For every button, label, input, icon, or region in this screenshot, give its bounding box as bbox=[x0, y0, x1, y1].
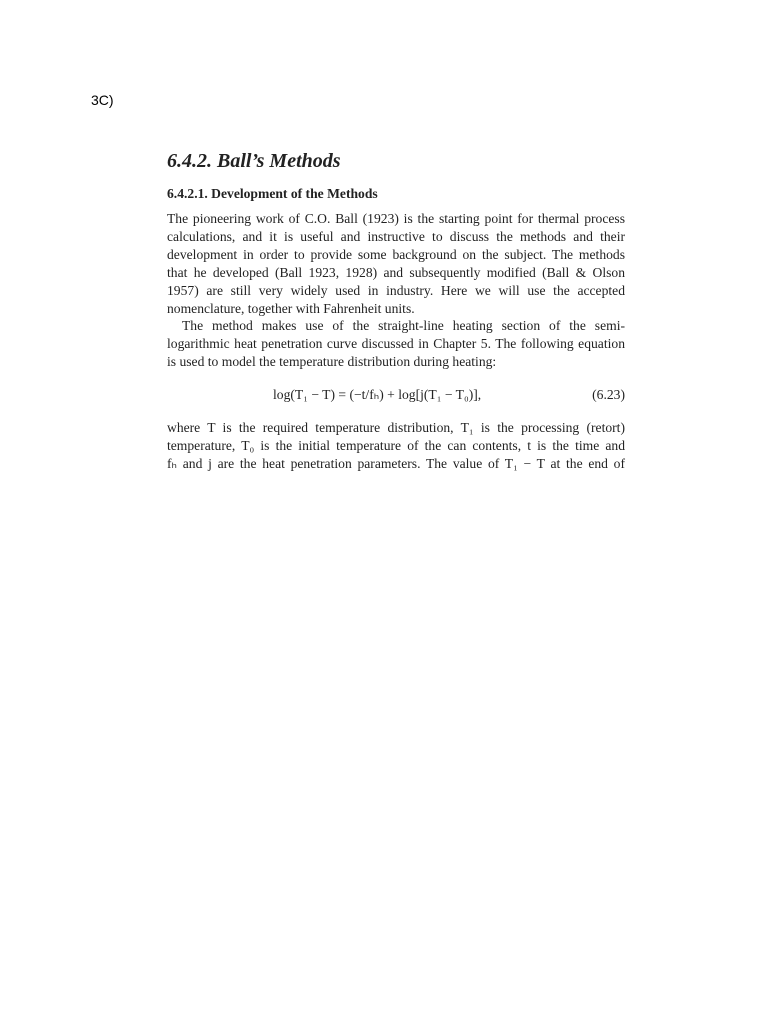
paragraph-line: that he developed (Ball 1923, 1928) and subsequently modified (Ball & Olson bbox=[167, 264, 625, 280]
paragraph-line: calculations, and it is useful and instructive to discuss the methods and their bbox=[167, 228, 625, 244]
paragraph-line: nomenclature, together with Fahrenheit units. bbox=[167, 300, 415, 316]
page-label: 3C) bbox=[91, 92, 114, 108]
paragraph-line: development in order to provide some background on the subject. The methods bbox=[167, 246, 625, 262]
paragraph-line: where T is the required temperature distribution, T₁ is the processing (retort) bbox=[167, 420, 625, 436]
subsection-title: 6.4.2.1. Development of the Methods bbox=[167, 186, 378, 201]
paragraph-line: 1957) are still very widely used in industry. Here we will use the accepted bbox=[167, 282, 625, 298]
paragraph-line: is used to model the temperature distribution during heating: bbox=[167, 354, 497, 370]
paragraph-line: temperature, T₀ is the initial temperature of the can contents, t is the time and bbox=[167, 438, 625, 454]
paragraph-line: logarithmic heat penetration curve discussed in Chapter 5. The following equation bbox=[167, 336, 625, 352]
paragraph-3 bbox=[167, 419, 625, 473]
paragraph-line: The pioneering work of C.O. Ball (1923) is the starting point for thermal process bbox=[167, 211, 625, 226]
section-title: 6.4.2. Ball’s Methods bbox=[167, 150, 341, 172]
paragraph-line: The method makes use of the straight-line heating section of the semi- bbox=[182, 318, 625, 334]
paragraph-line: fₕ and j are the heat penetration parameters. The value of T₁ − T at the end of bbox=[167, 455, 625, 471]
equation-6-23 bbox=[167, 383, 625, 407]
equation-formula: log(T₁ − T) = (−t/fₕ) + log[j(T₁ − T₀)], bbox=[273, 387, 482, 403]
equation-number: (6.23) bbox=[592, 387, 625, 403]
paragraph-1 bbox=[167, 210, 625, 317]
paragraph-2 bbox=[167, 317, 625, 371]
book-excerpt bbox=[167, 148, 625, 473]
